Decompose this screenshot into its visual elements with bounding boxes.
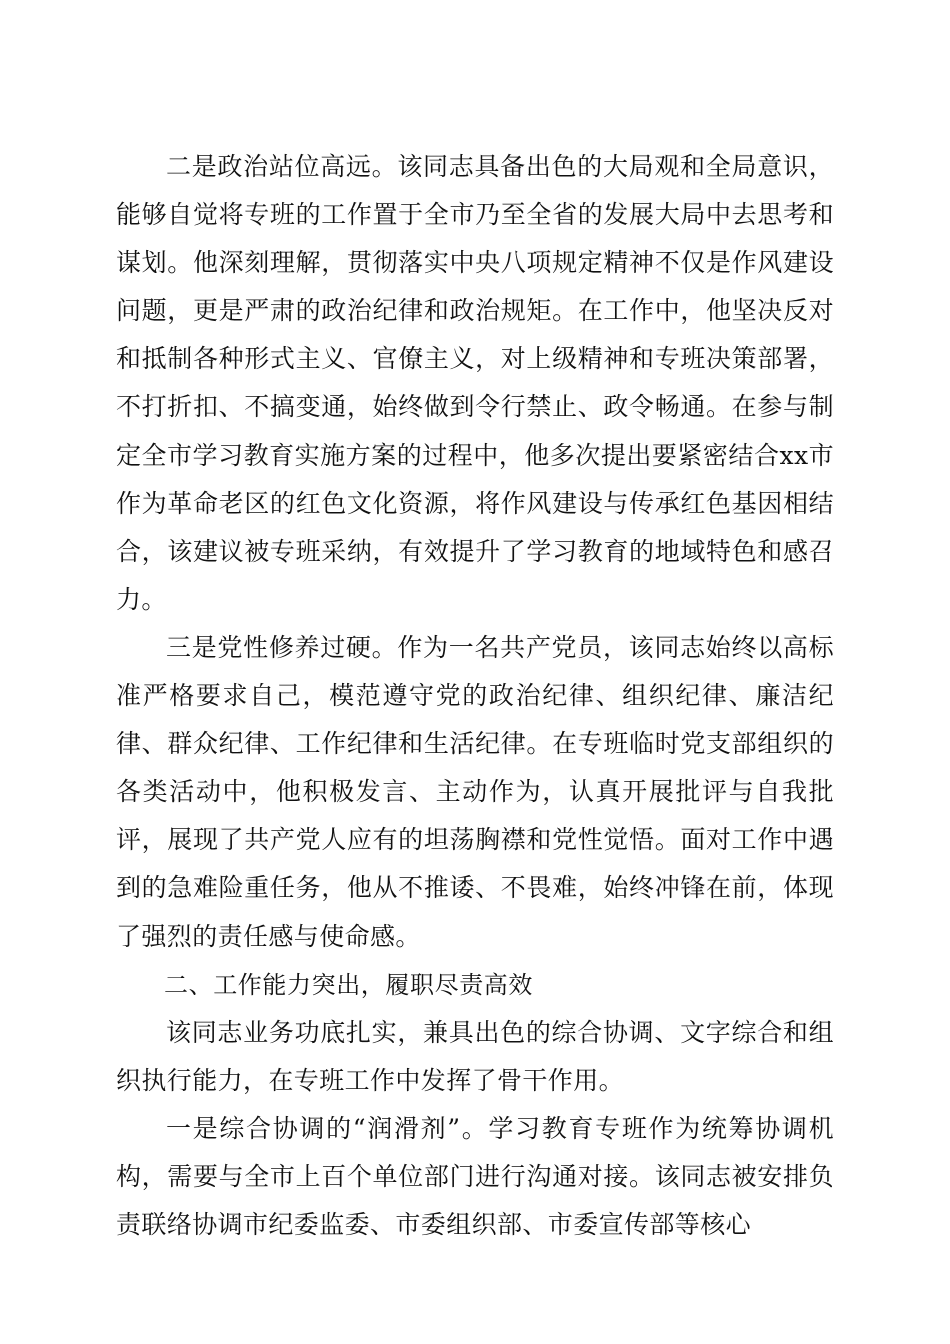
paragraph-political-stance: 二是政治站位高远。该同志具备出色的大局观和全局意识，能够自觉将专班的工作置于全市乃至全省的发展大局中去思考和谋划。他深刻理解，贯彻落实中央八项规定精神不仅是作风建设问题，更是严肃的政治纪律和政治规矩。在工作中，他坚决反对和抵制各种形式主义、官僚主义，对上级精神和专班决策部署，不打折扣、不搞变通，始终做到令行禁止、政令畅通。在参与制定全市学习教育实施方案的过程中，他多次提出要紧密结合xx市作为革命老区的红色文化资源，将作风建设与传承红色基因相结合，该建议被专班采纳，有效提升了学习教育的地域特色和感召力。	[116, 152, 834, 614]
paragraph-work-ability-intro: 该同志业务功底扎实，兼具出色的综合协调、文字综合和组织执行能力，在专班工作中发挥了骨干作用。	[116, 1017, 834, 1095]
paragraph-party-spirit: 三是党性修养过硬。作为一名共产党员，该同志始终以高标准严格要求自己，模范遵守党的政治纪律、组织纪律、廉洁纪律、群众纪律、工作纪律和生活纪律。在专班临时党支部组织的各类活动中，他积极发言、主动作为，认真开展批评与自我批评，展现了共产党人应有的坦荡胸襟和党性觉悟。面对工作中遇到的急难险重任务，他从不推诿、不畏难，始终冲锋在前，体现了强烈的责任感与使命感。	[116, 632, 834, 951]
section-heading-work-ability: 二、工作能力突出，履职尽责高效	[164, 970, 533, 999]
document-body	[116, 143, 834, 1249]
paragraph-coordination: 一是综合协调的“润滑剂”。学习教育专班作为统筹协调机构，需要与全市上百个单位部门进行沟通对接。该同志被安排负责联络协调市纪委监委、市委组织部、市委宣传部等核心	[116, 1113, 834, 1240]
